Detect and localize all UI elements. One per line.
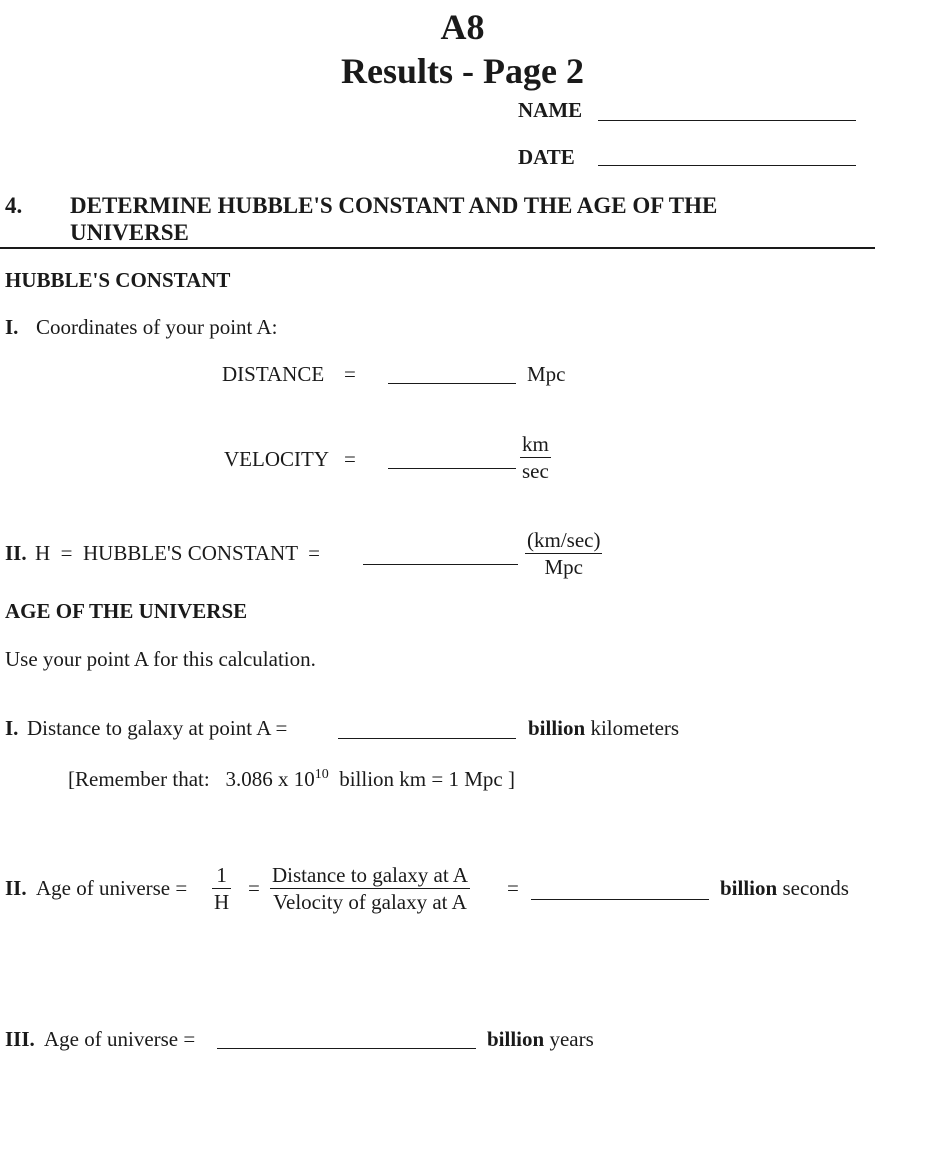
page-title: Results - Page 2 — [341, 51, 584, 91]
hubble-unit-denominator: Mpc — [544, 555, 583, 579]
remember-exponent: 10 — [314, 767, 329, 782]
remember-prefix: [Remember that: 3.086 x 10 — [68, 767, 315, 791]
one-over-h-numerator: 1 — [216, 863, 227, 887]
distance-field[interactable] — [388, 383, 516, 384]
hubble-item2-number: II. — [5, 541, 27, 565]
date-label: DATE — [518, 145, 575, 169]
age-item3-unit-bold: billion — [487, 1027, 545, 1051]
section-divider — [0, 247, 875, 249]
age-item3-unit — [487, 1027, 594, 1052]
age-item1-unit-bold: billion — [528, 716, 586, 740]
section-heading-line2: UNIVERSE — [70, 220, 189, 245]
one-over-h — [212, 863, 231, 914]
velocity-field[interactable] — [388, 468, 516, 469]
hubble-heading: HUBBLE'S CONSTANT — [5, 268, 231, 292]
age-seconds-field[interactable] — [531, 899, 709, 900]
hubble-unit-numerator: (km/sec) — [527, 528, 601, 552]
age-item2-number: II. — [5, 876, 27, 900]
velocity-unit — [520, 432, 551, 483]
fraction-bar — [520, 457, 551, 458]
hubble-item2-text: H = HUBBLE'S CONSTANT = — [35, 541, 321, 565]
age-item1-unit — [528, 716, 679, 741]
age-item2-unit — [720, 876, 849, 901]
age-item2-equals-2: = — [507, 876, 519, 900]
date-field[interactable] — [598, 165, 856, 166]
age-item2-unit-rest: seconds — [777, 876, 849, 900]
remember-note — [68, 767, 515, 792]
section-heading-line1: DETERMINE HUBBLE'S CONSTANT AND THE AGE OF THE — [70, 193, 718, 218]
name-field[interactable] — [598, 120, 856, 121]
distance-over-velocity-numerator: Distance to galaxy at A — [272, 863, 468, 887]
name-label: NAME — [518, 98, 583, 122]
velocity-label: VELOCITY — [224, 447, 329, 471]
distance-label: DISTANCE — [222, 362, 325, 386]
velocity-unit-numerator: km — [522, 432, 549, 456]
fraction-bar — [212, 888, 231, 889]
age-intro: Use your point A for this calculation. — [5, 647, 316, 671]
age-item2-text: Age of universe = — [36, 876, 188, 900]
age-item1-text: Distance to galaxy at point A = — [27, 716, 288, 740]
fraction-bar — [525, 553, 602, 554]
distance-over-velocity-denominator: Velocity of galaxy at A — [273, 890, 467, 914]
distance-unit: Mpc — [527, 362, 566, 386]
remember-suffix: billion km = 1 Mpc ] — [328, 767, 515, 791]
age-item1-unit-rest: kilometers — [585, 716, 680, 740]
distance-km-field[interactable] — [338, 738, 516, 739]
velocity-equals: = — [344, 447, 356, 471]
sheet-code: A8 — [440, 7, 485, 47]
distance-equals: = — [344, 362, 356, 386]
age-item2-unit-bold: billion — [720, 876, 778, 900]
fraction-bar — [270, 888, 470, 889]
age-item3-unit-rest: years — [544, 1027, 594, 1051]
section-number: 4. — [5, 193, 23, 218]
age-item3-number: III. — [5, 1027, 35, 1051]
age-item2-equals-1: = — [248, 876, 260, 900]
age-item3-text: Age of universe = — [44, 1027, 196, 1051]
one-over-h-denominator: H — [214, 890, 230, 914]
age-item1-number: I. — [5, 716, 19, 740]
velocity-unit-denominator: sec — [522, 459, 549, 483]
hubble-unit — [525, 528, 602, 579]
hubble-item1-text: Coordinates of your point A: — [36, 315, 278, 339]
age-years-field[interactable] — [217, 1048, 476, 1049]
hubble-constant-field[interactable] — [363, 564, 518, 565]
hubble-item1-number: I. — [5, 315, 19, 339]
distance-over-velocity — [270, 863, 470, 914]
age-heading: AGE OF THE UNIVERSE — [5, 599, 248, 623]
